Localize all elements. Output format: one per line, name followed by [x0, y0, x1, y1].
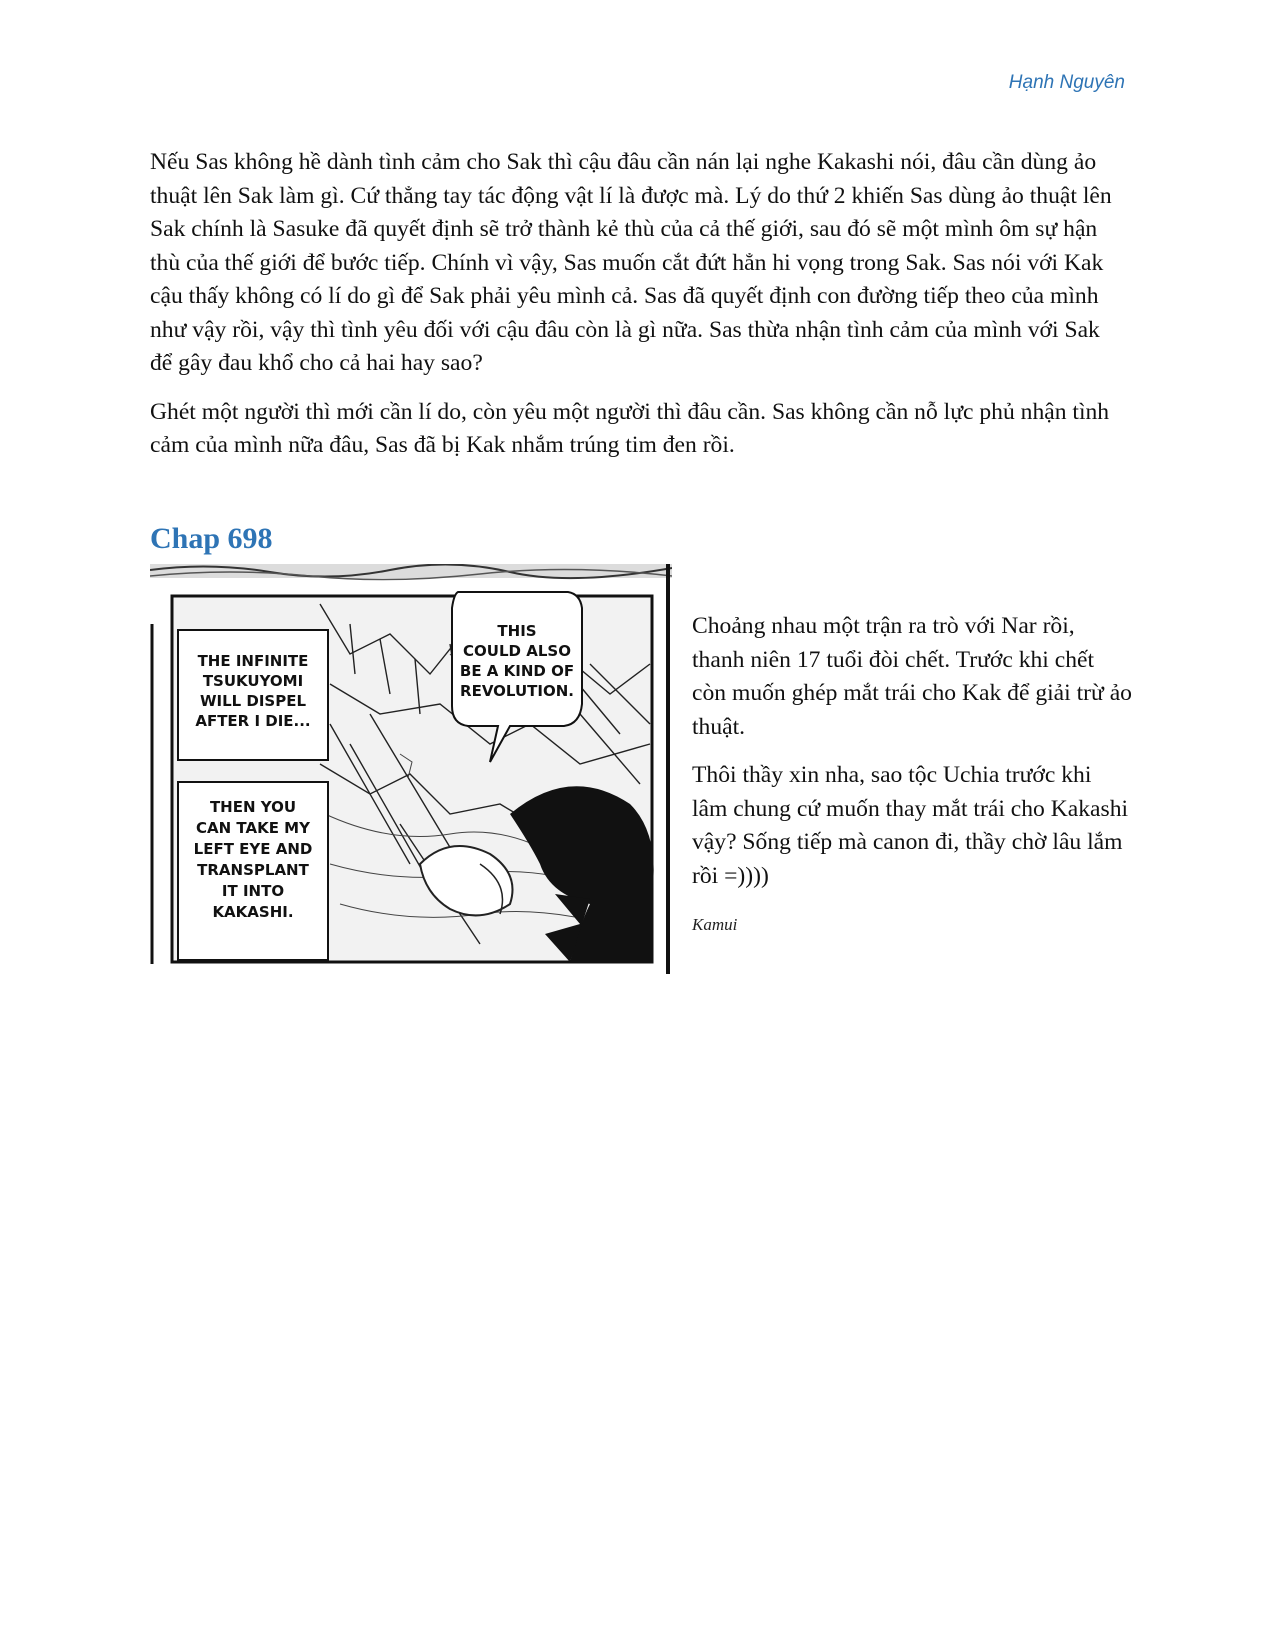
bubble-center-line-3: BE A KIND OF [459, 662, 575, 680]
bubble-left-top-line-3: WILL DISPEL [199, 692, 307, 710]
body-text [150, 146, 1125, 478]
side-paragraph-2: Thôi thầy xin nha, sao tộc Uchia trước khi lâm chung cứ muốn thay mắt trái cho Kakashi vậy? Sống tiếp mà canon đi, thầy chờ lâu lắm rồi =)))) [692, 762, 1129, 889]
image-caption: Kamui [692, 915, 738, 934]
chapter-heading: Chap 698 [150, 522, 273, 555]
bubble-left-top-line-2: TSUKUYOMI [202, 672, 304, 690]
bubble-left-top-line-4: AFTER I DIE... [195, 712, 311, 730]
bubble-center-line-1: THIS [497, 622, 537, 640]
side-text [692, 610, 1132, 942]
bubble-left-bottom-line-1: THEN YOU [209, 798, 297, 816]
bubble-left-bottom-line-4: TRANSPLANT [197, 861, 309, 879]
manga-panel-image [150, 564, 672, 974]
body-paragraph-2: Ghét một người thì mới cần lí do, còn yêu một người thì đâu cần. Sas không cần nỗ lực phủ nhận tình cảm của mình nữa đâu, Sas đã bị Kak nhắm trúng tim đen rồi. [150, 398, 1110, 458]
header-author: Hạnh Nguyên [1008, 72, 1125, 93]
bubble-left-top-line-1: THE INFINITE [197, 652, 309, 670]
bubble-left-bottom-line-3: LEFT EYE AND [193, 840, 313, 858]
bubble-center-line-2: COULD ALSO [463, 642, 571, 660]
bubble-left-bottom-line-6: KAKASHI. [212, 903, 294, 921]
body-paragraph-1: Nếu Sas không hề dành tình cảm cho Sak thì cậu đâu cần nán lại nghe Kakashi nói, đâu cần dùng ảo thuật lên Sak làm gì. Cứ thẳng tay tác động vật lí là được mà. Lý do thứ 2 khiến Sas dùng ảo thuật lên Sak chính là Sasuke đã quyết định sẽ trở thành kẻ thù của cả thế giới, sau đó sẽ một mình ôm sự hận thù của thế giới để bước tiếp. Chính vì vậy, Sas muốn cắt đứt hẳn hi vọng trong Sak. Sas nói với Kak cậu thấy không có lí do gì để Sak phải yêu mình cả. Sas đã quyết định con đường tiếp theo của mình như vậy rồi, vậy thì tình yêu đối với cậu đâu còn là gì nữa. Sas thừa nhận tình cảm của mình với Sak để gây đau khổ cho cả hai hay sao? [150, 149, 1112, 376]
bubble-left-bottom-line-5: IT INTO [221, 882, 285, 900]
side-paragraph-1: Choảng nhau một trận ra trò với Nar rồi, thanh niên 17 tuổi đòi chết. Trước khi chết còn muốn ghép mắt trái cho Kak để giải trừ ảo thuật. [692, 613, 1132, 740]
bubble-left-bottom-line-2: CAN TAKE MY [196, 819, 310, 837]
bubble-center-line-4: REVOLUTION. [460, 682, 574, 700]
